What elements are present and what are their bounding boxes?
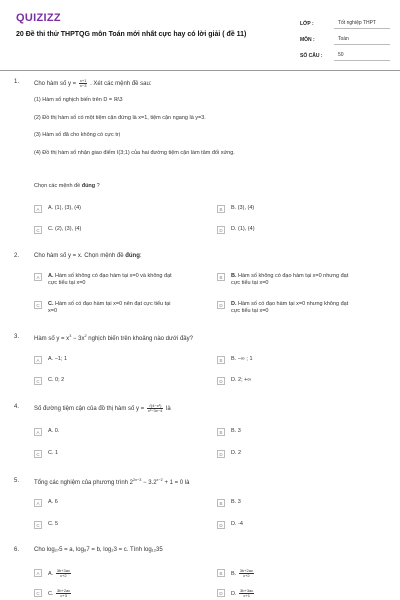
fraction-numerator: 3b+2ac bbox=[239, 568, 253, 573]
fraction-numerator: √(4−x²) bbox=[148, 403, 162, 408]
option-prefix: D. bbox=[231, 301, 237, 307]
exponent: 2x−3 bbox=[133, 478, 142, 482]
option-label: A. −1; 1 bbox=[48, 356, 68, 362]
option-prefix: D. bbox=[231, 590, 237, 597]
fraction bbox=[56, 569, 71, 578]
meta-row-count bbox=[300, 45, 390, 61]
statement-1: (1) Hàm số nghịch biến trên D = ℝ\3 bbox=[34, 97, 123, 103]
option-c[interactable] bbox=[34, 226, 81, 234]
fraction bbox=[147, 404, 163, 413]
question-number: 3. bbox=[14, 334, 20, 340]
fraction bbox=[56, 589, 71, 598]
question-text bbox=[34, 253, 142, 259]
option-letter-box: D bbox=[217, 450, 225, 458]
question-text-part: − 3.2 bbox=[141, 480, 157, 486]
option-letter-box: A bbox=[34, 356, 42, 364]
meta-row-subject bbox=[300, 29, 390, 45]
option-d[interactable] bbox=[217, 226, 255, 234]
option-letter-box: B bbox=[217, 569, 225, 577]
question-text-part: Tổng các nghiệm của phương trình 2 bbox=[34, 480, 134, 486]
option-c[interactable] bbox=[34, 589, 72, 598]
option-prefix: B. bbox=[231, 273, 237, 279]
option-b[interactable] bbox=[217, 356, 253, 364]
option-line: cực tiểu tại x=0 bbox=[231, 308, 269, 314]
option-letter-box: D bbox=[217, 377, 225, 385]
question-text bbox=[34, 478, 189, 486]
option-label: D. (1), (4) bbox=[231, 226, 255, 232]
option-letter-box: B bbox=[217, 499, 225, 507]
fraction-denominator: c+1 bbox=[243, 593, 250, 598]
meta-value: Toán bbox=[334, 31, 390, 45]
question-text: Cho log₂₇5 = a, log₈7 = b, log₂3 = c. Tính log₁₂35 bbox=[34, 547, 163, 553]
question-5 bbox=[14, 478, 390, 534]
fraction-denominator: x−3 bbox=[79, 83, 87, 88]
option-a[interactable] bbox=[34, 205, 81, 213]
option-label bbox=[231, 273, 348, 287]
meta-row-class bbox=[300, 13, 390, 29]
option-line: Hàm số không có đạo hàm tại x=0 và không đạt bbox=[53, 273, 172, 279]
header-divider bbox=[0, 70, 400, 71]
option-d[interactable] bbox=[217, 521, 243, 529]
option-letter-box: D bbox=[217, 589, 225, 597]
option-label bbox=[48, 273, 172, 287]
fraction-denominator: c+2 bbox=[243, 573, 250, 578]
option-b[interactable] bbox=[217, 273, 348, 287]
question-prompt bbox=[34, 183, 100, 189]
question-text-part: − 3x bbox=[71, 336, 85, 342]
option-a[interactable] bbox=[34, 569, 72, 578]
question-text bbox=[34, 334, 193, 342]
fraction-denominator: c+2 bbox=[60, 573, 67, 578]
question-2 bbox=[14, 253, 390, 323]
meta-label: MÔN : bbox=[300, 37, 315, 43]
option-letter-box: B bbox=[217, 356, 225, 364]
exponent: 2 bbox=[84, 334, 87, 338]
option-label: B. (3), (4) bbox=[231, 205, 255, 211]
option-label: C. 1 bbox=[48, 450, 59, 456]
question-text-part: + 1 = 0 là bbox=[162, 480, 190, 486]
option-label: C. 0; 2 bbox=[48, 377, 65, 383]
option-letter-box: B bbox=[217, 273, 225, 281]
option-letter-box: C bbox=[34, 301, 42, 309]
option-letter-box: D bbox=[217, 301, 225, 309]
meta-label: SỐ CÂU : bbox=[300, 53, 323, 59]
option-label: D. -4 bbox=[231, 521, 243, 527]
option-label bbox=[48, 569, 72, 578]
option-line: x=0 bbox=[48, 308, 58, 314]
option-d[interactable] bbox=[217, 589, 255, 598]
option-c[interactable] bbox=[34, 301, 170, 315]
option-prefix: B. bbox=[231, 570, 237, 577]
option-line: Hàm số có đạo hàm tại x=0 nhưng không đạt bbox=[236, 301, 349, 307]
option-b[interactable] bbox=[217, 205, 254, 213]
option-label bbox=[231, 589, 255, 598]
option-line: cực tiểu tại x=0 bbox=[48, 280, 86, 286]
option-label bbox=[48, 301, 170, 315]
meta-value: 50 bbox=[334, 47, 390, 61]
option-label bbox=[231, 301, 348, 315]
question-number: 1. bbox=[14, 79, 20, 85]
question-number: 4. bbox=[14, 404, 20, 410]
option-letter-box: B bbox=[217, 428, 225, 436]
fraction-denominator: c+3 bbox=[60, 593, 67, 598]
option-letter-box: A bbox=[34, 428, 42, 436]
question-text-part: : bbox=[139, 253, 142, 259]
option-label: D. 2 bbox=[231, 450, 242, 456]
prompt-emphasis: đúng bbox=[81, 183, 96, 189]
option-a[interactable] bbox=[34, 499, 58, 507]
question-3 bbox=[14, 334, 390, 390]
document-title: 20 Đề thi thử THPTQG môn Toán mới nhất cực hay có lời giải ( đề 11) bbox=[16, 31, 247, 38]
quizizz-logo: QUIZIZZ bbox=[16, 12, 61, 24]
option-prefix: C. bbox=[48, 301, 54, 307]
option-letter-box: A bbox=[34, 569, 42, 577]
option-d[interactable] bbox=[217, 450, 241, 458]
fraction-numerator: x+1 bbox=[79, 78, 87, 83]
statement-3: (3) Hàm số đã cho không có cực trị bbox=[34, 132, 120, 138]
exponent: x−2 bbox=[156, 478, 163, 482]
option-line: Hàm số không có đạo hàm tại x=0 nhưng đạt bbox=[236, 273, 349, 279]
option-letter-box: A bbox=[34, 273, 42, 281]
statement-4: (4) Đồ thị hàm số nhận giao điểm I(3;1) của hai đường tiệm cận làm tâm đối xứng. bbox=[34, 150, 235, 156]
question-text-part: là bbox=[165, 406, 171, 413]
question-text-part: Cho hàm số y = x. Chọn mệnh đề bbox=[34, 253, 126, 259]
prompt-text: ? bbox=[95, 183, 100, 189]
option-letter-box: C bbox=[34, 450, 42, 458]
fraction-numerator: 3b+2ac bbox=[57, 588, 71, 593]
option-a[interactable] bbox=[34, 428, 59, 436]
question-text-part: Cho hàm số y = bbox=[34, 81, 77, 88]
question-text-part: Số đường tiệm cận của đồ thị hàm số y = bbox=[34, 406, 145, 413]
question-number: 2. bbox=[14, 253, 20, 259]
option-d[interactable] bbox=[217, 377, 251, 385]
option-b[interactable] bbox=[217, 428, 241, 436]
question-text-part: nghịch biến trên khoảng nào dưới đây? bbox=[86, 336, 193, 342]
option-b[interactable] bbox=[217, 569, 255, 578]
option-label: D. 2; +∞ bbox=[231, 377, 252, 383]
option-label: A. 6 bbox=[48, 499, 58, 505]
meta-value: Tốt nghiệp THPT bbox=[334, 15, 390, 29]
question-number: 5. bbox=[14, 478, 20, 484]
option-label bbox=[231, 569, 255, 578]
option-letter-box: C bbox=[34, 589, 42, 597]
option-label bbox=[48, 589, 72, 598]
prompt-text: Chọn các mệnh đề bbox=[34, 183, 82, 189]
question-4 bbox=[14, 404, 390, 464]
meta-table bbox=[300, 13, 390, 61]
option-letter-box: D bbox=[217, 226, 225, 234]
option-label: C. 5 bbox=[48, 521, 59, 527]
fraction-numerator: 3b+3ac bbox=[56, 568, 70, 573]
option-c[interactable] bbox=[34, 377, 64, 385]
option-label: B. 3 bbox=[231, 428, 241, 434]
question-number: 6. bbox=[14, 547, 20, 553]
option-a[interactable] bbox=[34, 356, 67, 364]
question-text-part: Hàm số y = x bbox=[34, 336, 70, 342]
fraction bbox=[79, 79, 88, 88]
question-text bbox=[34, 79, 151, 88]
worksheet-header bbox=[0, 0, 400, 70]
option-line: Hàm số có đạo hàm tại x=0 nên đạt cực tiểu tại bbox=[53, 301, 171, 307]
option-letter-box: C bbox=[34, 226, 42, 234]
option-label: A. (1), (3), (4) bbox=[48, 205, 82, 211]
meta-label: LỚP : bbox=[300, 21, 314, 27]
fraction-numerator: 3b+3ac bbox=[240, 588, 254, 593]
question-6 bbox=[14, 547, 390, 600]
option-label: B. −∞ ; 1 bbox=[231, 356, 253, 362]
fraction bbox=[239, 569, 254, 578]
option-letter-box: C bbox=[34, 521, 42, 529]
question-text-part: . Xét các mệnh đề sau: bbox=[90, 81, 152, 88]
option-prefix: A. bbox=[48, 570, 54, 577]
option-label: A. 0. bbox=[48, 428, 60, 434]
question-1 bbox=[14, 79, 390, 239]
option-label: B. 3 bbox=[231, 499, 241, 505]
option-d[interactable] bbox=[217, 301, 348, 315]
option-letter-box: A bbox=[34, 499, 42, 507]
exponent: 3 bbox=[69, 334, 72, 338]
fraction bbox=[239, 589, 254, 598]
option-b[interactable] bbox=[217, 499, 241, 507]
question-text bbox=[34, 404, 171, 413]
option-label: C. (2), (3), (4) bbox=[48, 226, 82, 232]
fraction-denominator: x²−3x−4 bbox=[147, 408, 163, 413]
statement-2: (2) Đồ thị hàm số có một tiệm cận đứng là x=1, tiệm cận ngang là y=3. bbox=[34, 115, 206, 121]
option-prefix: A. bbox=[48, 273, 54, 279]
option-c[interactable] bbox=[34, 521, 58, 529]
option-letter-box: B bbox=[217, 205, 225, 213]
option-letter-box: D bbox=[217, 521, 225, 529]
question-emphasis: đúng bbox=[125, 253, 140, 259]
option-prefix: C. bbox=[48, 590, 54, 597]
option-letter-box: C bbox=[34, 377, 42, 385]
option-letter-box: A bbox=[34, 205, 42, 213]
option-c[interactable] bbox=[34, 450, 58, 458]
option-a[interactable] bbox=[34, 273, 172, 287]
option-line: cực tiểu tại x=0 bbox=[231, 280, 269, 286]
